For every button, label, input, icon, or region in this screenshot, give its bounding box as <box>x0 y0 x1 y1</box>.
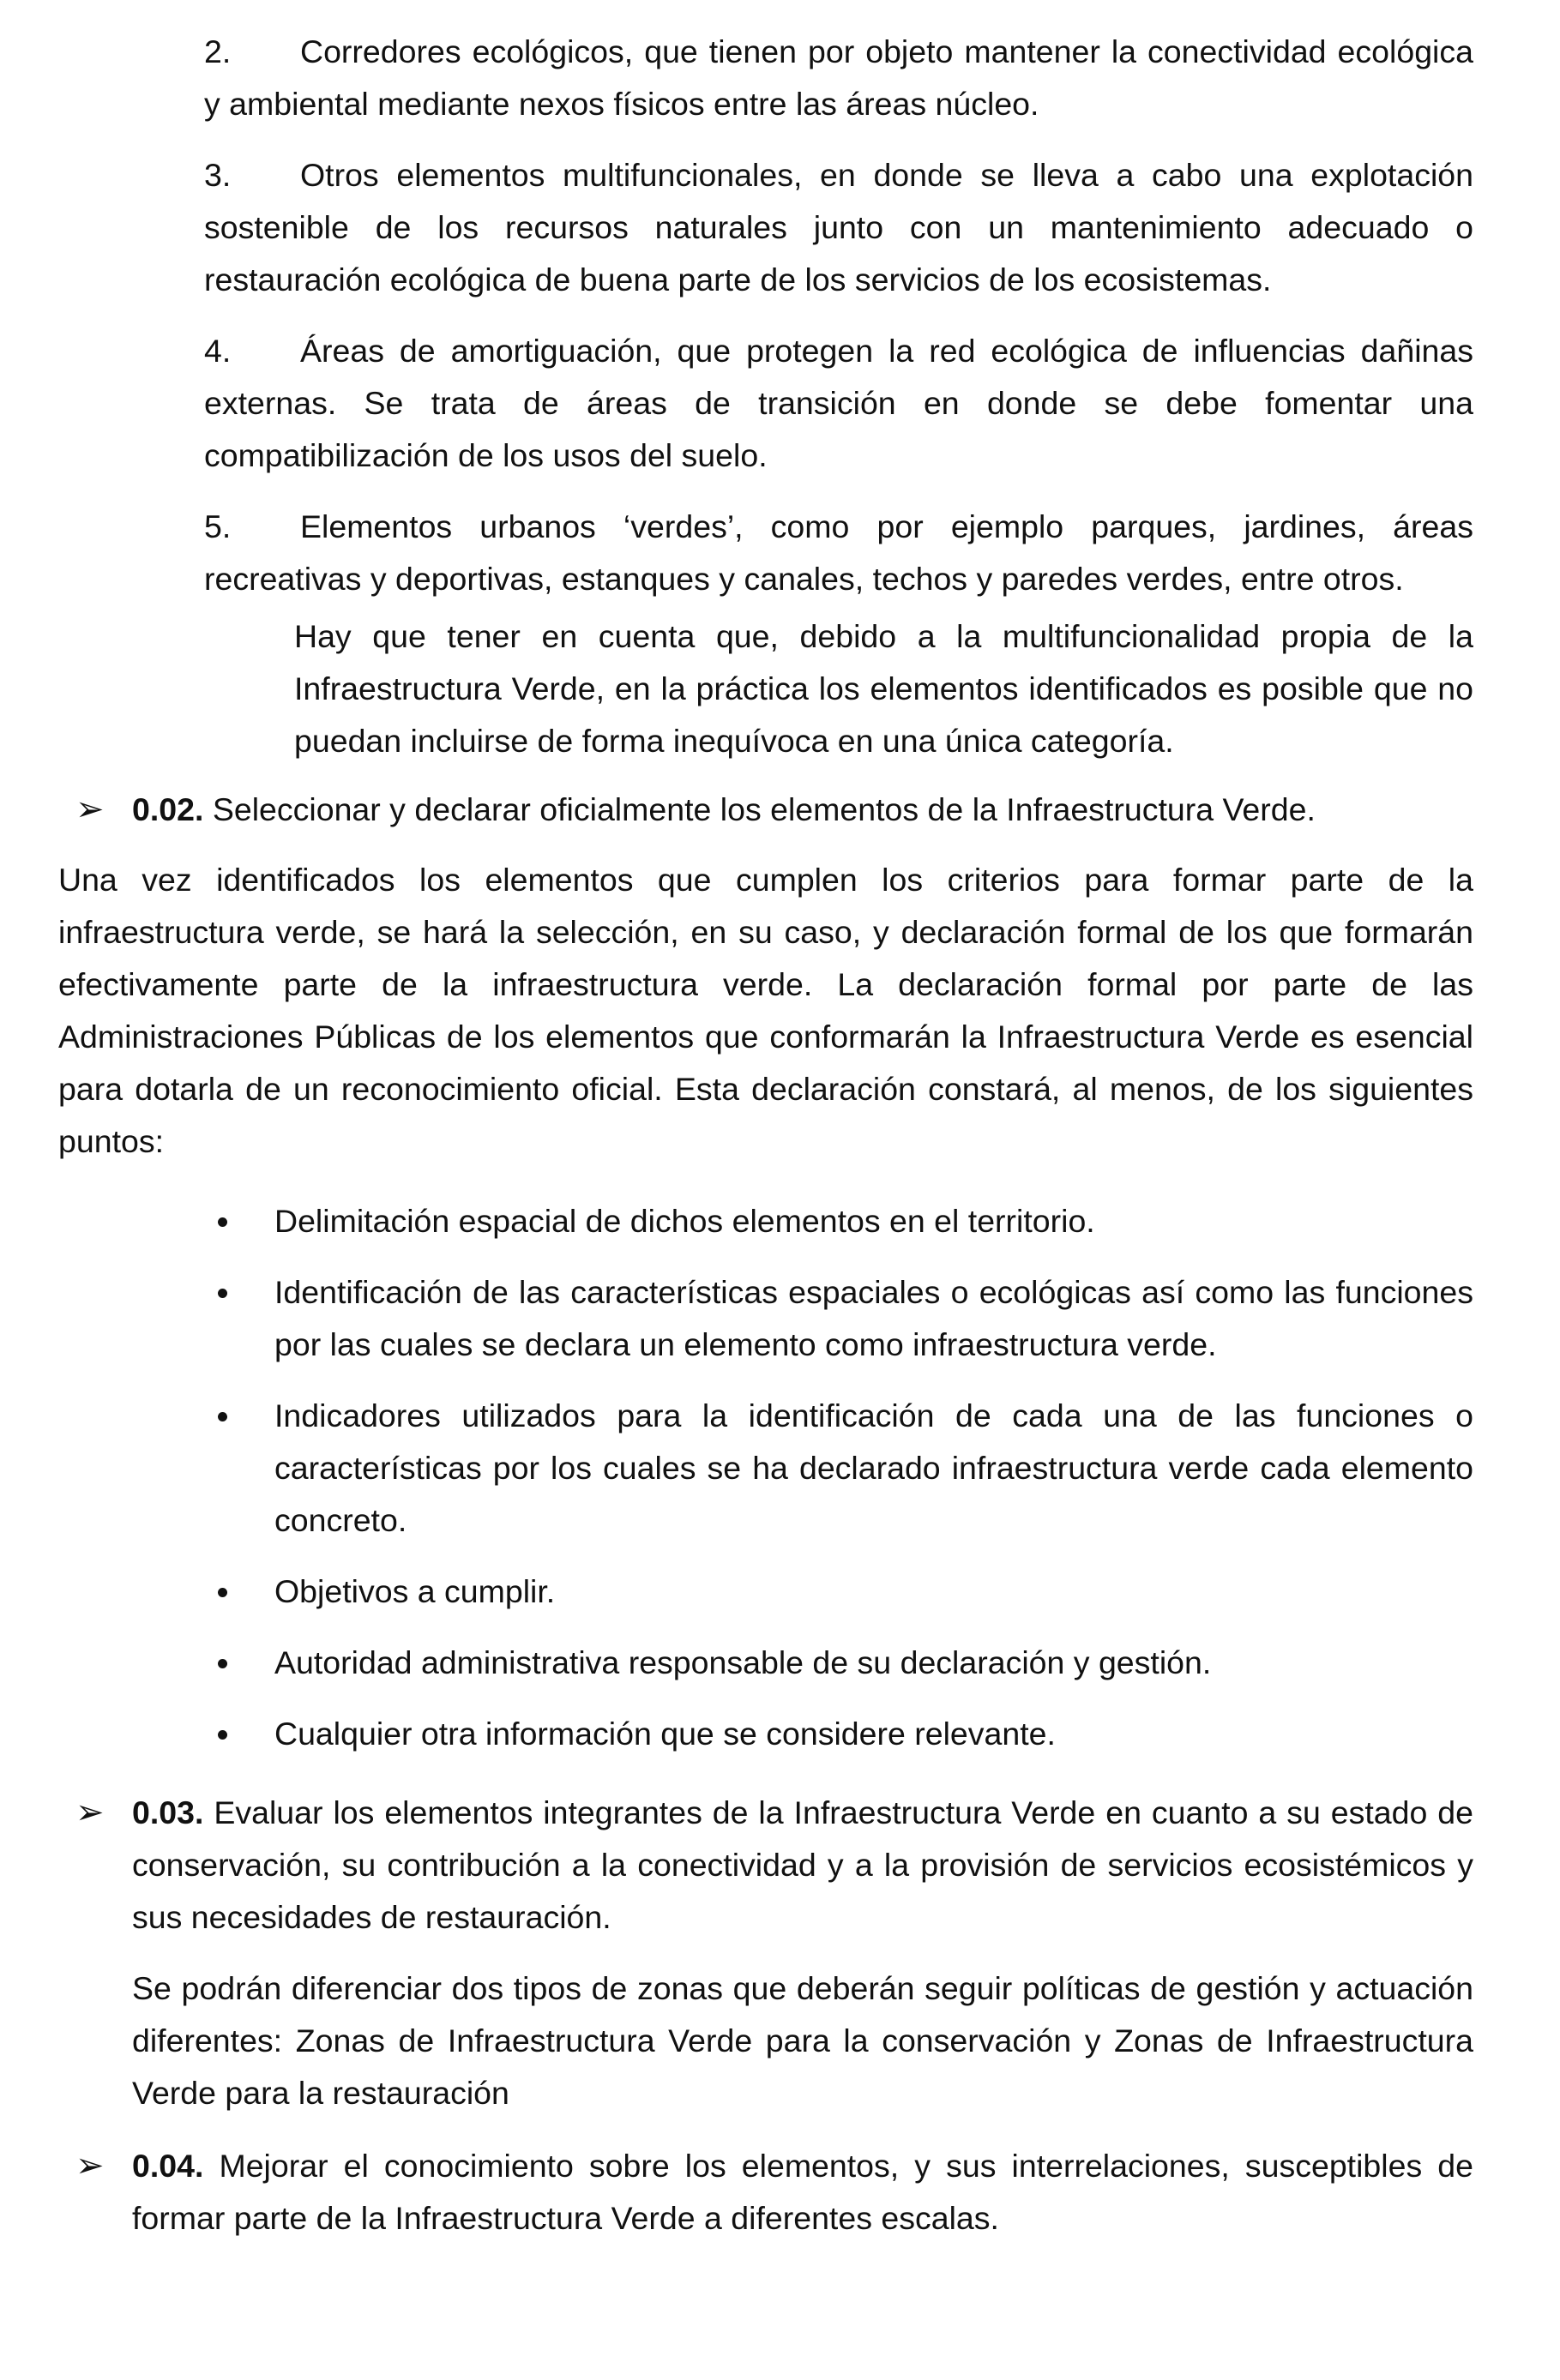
item-text: Elementos urbanos ‘verdes’, como por ejemplo parques, jardines, áreas recreativas y deportivas, estanques y canales, techos y paredes verdes, entre otros. <box>204 508 1473 597</box>
action-item-004 <box>75 2140 1473 2245</box>
action-code: 0.02. <box>132 791 204 827</box>
list-item <box>206 1266 1473 1371</box>
action-description: Evaluar los elementos integrantes de la Infraestructura Verde en cuanto a su estado de conservación, su contribución a la conectividad y a la provisión de servicios ecosistémicos y sus necesidades de restauración. <box>132 1794 1473 1935</box>
arrow-bullet-icon: ➢ <box>75 1794 105 1831</box>
action-item-003 <box>75 1787 1473 2119</box>
list-item-text: Objetivos a cumplir. <box>274 1573 556 1609</box>
list-item-text: Delimitación espacial de dichos elementos en el territorio. <box>274 1203 1095 1239</box>
action-item-002 <box>75 784 1473 836</box>
bullet-dot-icon <box>218 1730 227 1740</box>
action-text <box>132 784 1473 836</box>
note-paragraph: Hay que tener en cuenta que, debido a la multifuncionalidad propia de la Infraestructura Verde, en la práctica los elementos identificados es posible que no puedan incluirse de forma inequívoca en una única categoría. <box>294 618 1473 759</box>
list-item <box>206 1390 1473 1547</box>
bullet-dot-icon <box>218 1412 227 1421</box>
numbered-item <box>204 26 1473 130</box>
action-description: Seleccionar y declarar oficialmente los elementos de la Infraestructura Verde. <box>203 791 1316 827</box>
action-code: 0.03. <box>132 1794 204 1830</box>
list-item <box>206 1708 1473 1760</box>
bullet-dot-icon <box>218 1659 227 1668</box>
bullet-dot-icon <box>218 1217 227 1227</box>
action-description: Mejorar el conocimiento sobre los elementos, y sus interrelaciones, susceptibles de formar parte de la Infraestructura Verde a diferentes escalas. <box>132 2148 1473 2236</box>
body-paragraph: Una vez identificados los elementos que cumplen los criterios para formar parte de la infraestructura verde, se hará la selección, en su caso, y declaración formal de los que formarán efectivamente parte de la infraestructura verde. La declaración formal por parte de las Administraciones Públicas de los elementos que conformarán la Infraestructura Verde es esencial para dotarla de un reconocimiento oficial. Esta declaración constará, al menos, de los siguientes puntos: <box>58 862 1473 1159</box>
list-item-text: Autoridad administrativa responsable de su declaración y gestión. <box>274 1644 1212 1680</box>
arrow-bullet-icon: ➢ <box>75 790 105 828</box>
item-number: 4. <box>204 333 232 369</box>
numbered-item <box>204 149 1473 306</box>
list-item <box>206 1566 1473 1618</box>
numbered-list <box>204 26 1473 624</box>
action-text <box>132 2140 1473 2245</box>
list-item-text: Indicadores utilizados para la identificación de cada una de las funciones o características por los cuales se ha declarado infraestructura verde cada elemento concreto. <box>274 1397 1473 1538</box>
bullet-dot-icon <box>218 1289 227 1298</box>
numbered-item <box>204 501 1473 605</box>
arrow-bullet-icon: ➢ <box>75 2147 105 2185</box>
item-number: 5. <box>204 508 232 544</box>
list-item <box>206 1637 1473 1689</box>
item-number: 3. <box>204 157 232 193</box>
item-text: Áreas de amortiguación, que protegen la red ecológica de influencias dañinas externas. Se trata de áreas de transición en donde se debe fomentar una compatibilización de los usos del suelo. <box>204 333 1473 473</box>
numbered-item <box>204 325 1473 482</box>
list-item <box>206 1195 1473 1247</box>
item-text: Otros elementos multifuncionales, en donde se lleva a cabo una explotación sostenible de los recursos naturales junto con un mantenimiento adecuado o restauración ecológica de buena parte de los servicios de los ecosistemas. <box>204 157 1473 298</box>
bullet-list <box>206 1195 1473 1779</box>
list-item-text: Cualquier otra información que se considere relevante. <box>274 1716 1056 1752</box>
action-follow-paragraph: Se podrán diferenciar dos tipos de zonas que deberán seguir políticas de gestión y actuación diferentes: Zonas de Infraestructura Verde para la conservación y Zonas de Infraestructura Verde para la restauración <box>132 1970 1473 2111</box>
item-text: Corredores ecológicos, que tienen por objeto mantener la conectividad ecológica y ambiental mediante nexos físicos entre las áreas núcleo. <box>204 33 1473 122</box>
bullet-dot-icon <box>218 1588 227 1597</box>
action-text <box>132 1787 1473 1944</box>
list-item-text: Identificación de las características espaciales o ecológicas así como las funciones por las cuales se declara un elemento como infraestructura verde. <box>274 1274 1473 1362</box>
action-code: 0.04. <box>132 2148 204 2184</box>
item-number: 2. <box>204 33 232 69</box>
